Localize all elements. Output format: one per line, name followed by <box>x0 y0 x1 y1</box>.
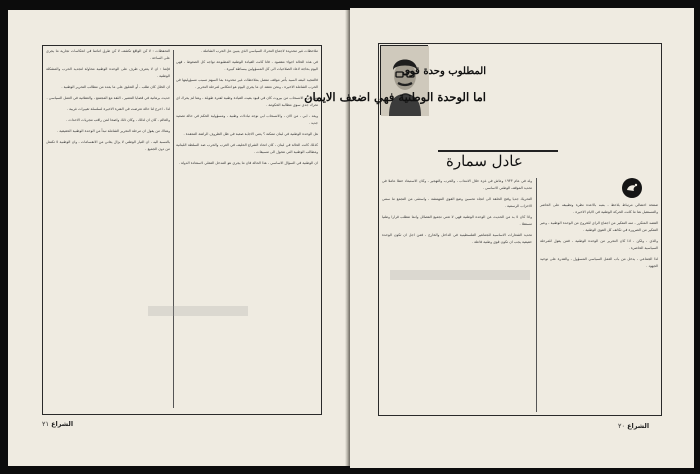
page-number: ٢١ <box>42 420 49 428</box>
column-divider <box>173 50 174 408</box>
paragraph: فالمجيد اثبتته السيد بأمر موقف متصل بملاحظات غير محدودة بما السهم تسبب مسؤوليتها في الحرب الشاملة الاخيرة ، ونحن نعتقد ان ما يجري اليوم هو انعكاس لمرحلة التحرير . <box>176 78 318 89</box>
paragraph: والذي ، ولكن ، اذا كان التحرير من الوحدة الوطنية ، فمن يقول للمرحلة السياسية الحاضرة . <box>540 239 658 250</box>
paragraph: صفحة احتفالي مرتباط بلاحظ ، بنتبه بالاعدة نظرة وتطبيقه على الحاضر والمستقبل هنا ما كانت الحركة الوطنية في الايام الاخيرة . <box>540 203 658 214</box>
paragraph: ويعد ، ابي ، من الان ، والانسحاب ابي نوجد تبادلات وطنية ، ومسؤولية الحكم في حالة تصعيد جديد . <box>176 114 318 125</box>
paragraph: ان الوطنية في السؤال الاساسي ، هذا الحالة فان ما يجري هو المدخل الفعلي لاستعادة الدولة . <box>178 161 318 165</box>
paragraph: تحديد الشعارات الاساسية للجماهير الفلسطينية في الداخل والخارج ، فمن اجل ان تكون الوحدة حقيقية يجب ان تكون قوى وطنية فاعلة . <box>382 233 532 244</box>
scan-highlight <box>148 306 248 316</box>
headline: اما الوحدة الوطنية فهي اضعف الايمان <box>304 90 486 104</box>
scan-highlight <box>390 270 530 280</box>
kicker: المطلوب وحدة قوى <box>402 66 486 77</box>
paragraph: التحريك جديا وفتح الحلقة الى اتجاه تحسين وضع القوى المهمشة ، واستثنى من التجمع ما سمي الاحزاب الرسمية . <box>382 197 532 208</box>
paragraph: حديث برهانية في قضايا التعمير ، الثقة مع المجتمع ، والعقلانية في العمل السياسي . <box>46 96 170 100</box>
paragraph: كذلك كانت الحالة في لبنان ، كان اتحاد الشراع الحليف في الغرب والحرب ضد السلطة اللبنانية ومطالب الوطنية التي تتحول الى تنسيقات . <box>176 143 318 154</box>
paragraph: والعالم ، كان ان لذلك ، وكان ذلك واضحا لمن راقب مجريات الاحداث . <box>66 118 170 122</box>
folio-label: الشراع <box>627 422 650 430</box>
paragraph: لذا ، اخرج لنا حالة تعرضت في الفترة الاخيرة لسلسلة تغييرات غريبة . <box>66 107 170 111</box>
right-column-outer <box>540 202 658 412</box>
magazine-emblem-icon <box>622 178 642 198</box>
page-folio <box>42 420 73 428</box>
folio-label: الشراع <box>51 420 74 428</box>
paragraph: في هذه الحالة اجواء مقصود ، فانا كانت القيادة الوطنية المطبوعة تواجه كل الضغوط ، فهي اليوم بحاجة لاعاد الصلاحيات الى كل المسؤولين ببساطة كبيرة . <box>176 60 318 71</box>
author-photo <box>380 45 428 115</box>
right-column-middle <box>382 178 532 412</box>
paragraph: واذا كان لا بد من الحديث عن الوحدة الوطنية فهي لا تعني تجميع الفصائل وانما تتطلب قرارا وطنيا مستقلا . <box>382 215 532 226</box>
left-column-right <box>176 48 318 410</box>
paragraph: فإنما : ان لا يعترف طرف على الوحدة الوطنية محاولة لتجديد الحرب والمشكلة الوطنية . <box>46 67 170 78</box>
page-folio <box>618 422 649 430</box>
paragraph: هل الوحدة الوطنية في لبنان ممكنة ؟ يعني الاجابة صعبة في ظل الظروف الراهنة المعقدة . <box>183 132 318 136</box>
column-divider <box>536 178 537 412</box>
paragraph: وهناك من يقول ان مرحلة التحرير الشاملة تبدأ من الوحدة الوطنية الحقيقية . <box>57 129 170 133</box>
paragraph: لذا الجماعي ، يدخل من باب العمل السياسي المسؤول ، والقدرة على توحيد الجهود . <box>540 257 658 268</box>
paragraph: القصد المتكرر ، منه التفكير من اجماع الراي للخروج من الوحدة الوطنية ، وعبر التفكير من الضرورة في تكاتف كل القوى الوطنية . <box>540 221 658 232</box>
paragraph: ان الخلل كان طلب ، أو التعليق على ما بعده من مطالب التحرير الوطنية . <box>61 85 170 89</box>
left-page <box>8 10 348 466</box>
paragraph: ولد في عام ١٩٣٣ وعاش في غزة خلال الانتداب ، والحرب والتهجير ، وكان الاستبعاد خطا عاملا في تحديد الموقف الوطني الاساسي . <box>382 179 532 190</box>
author-name: عادل سمارة <box>446 152 523 170</box>
portrait-image <box>381 46 429 116</box>
left-column-left <box>46 48 170 410</box>
right-page <box>304 8 694 468</box>
paragraph: التحفظات : لا كن الواقع تكشف لا كن طرق امامنا في انعكاسات تجارية ما يجري على الساحة . <box>46 49 170 60</box>
paragraph: بالنسبة اليه ، ان التيار الوطني لا يزال يعاني من الانقسامات ، وان الوطنية لا تكتمل من دون الجميع . <box>46 140 170 151</box>
page-number: ٢٠ <box>618 422 625 430</box>
paragraph: ملاحظات غير محدودة لاجماع التحرك السياسي الذي يتبين عل الحرب الشاملة . <box>200 49 318 53</box>
paragraph: مثل قرار الانسحاب من بيروت كان في قيود بقيت القيادة وطنية لفترة طويلة ، وهنا لم يحرك اي تحرك جدي سوى مطالبة الحكومة . <box>176 96 318 107</box>
